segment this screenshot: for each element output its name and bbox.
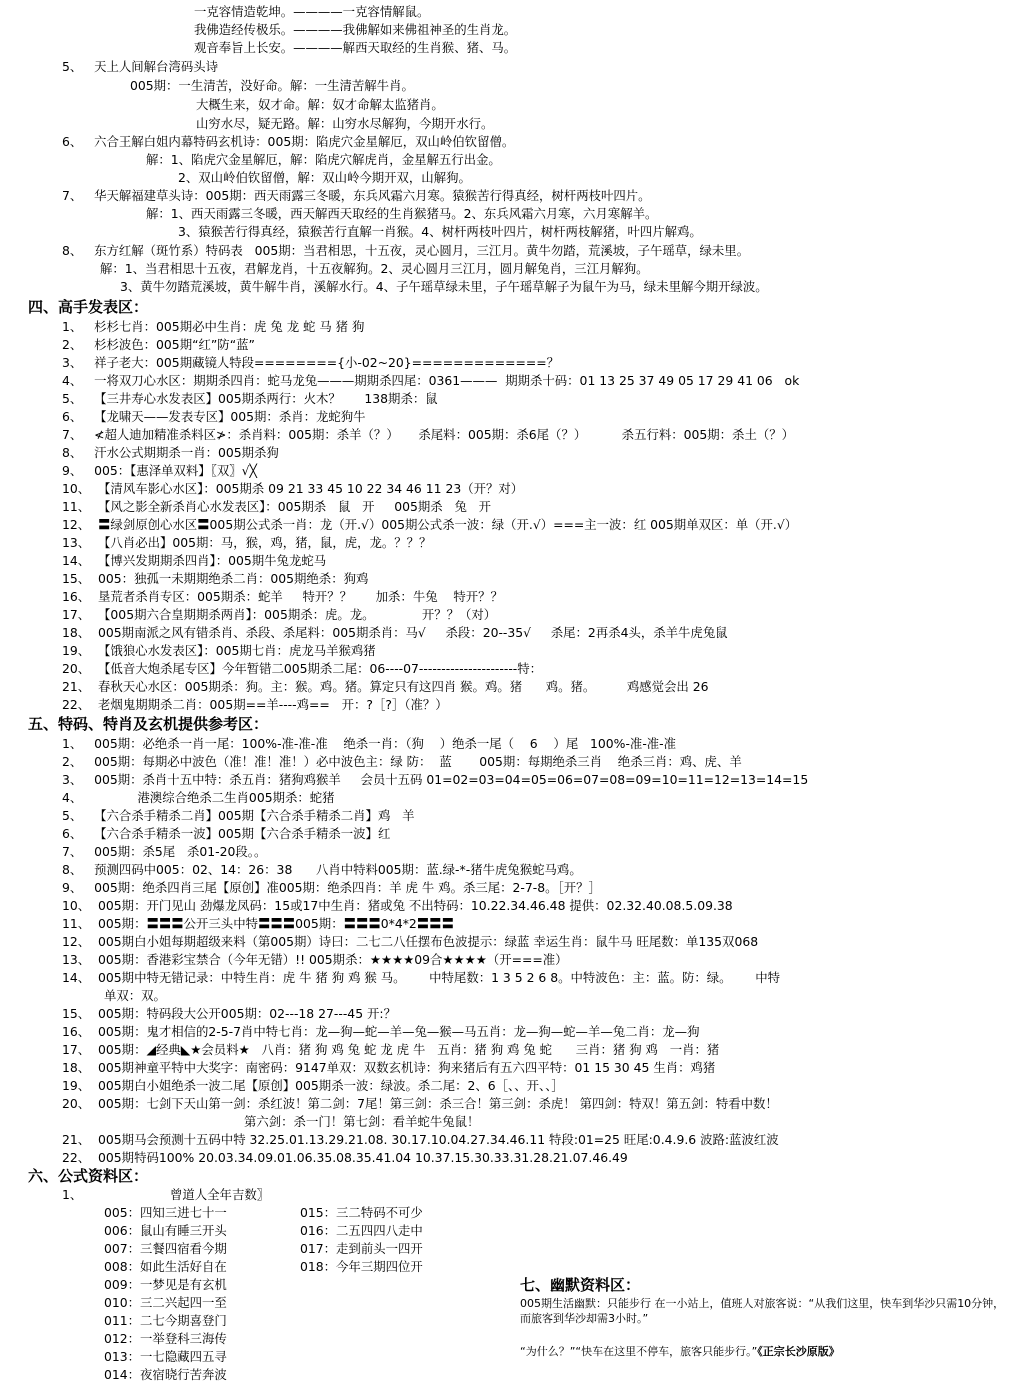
section-7-title: 七、幽默资料区： [520,1276,641,1294]
s7-line-1: 005期生活幽默：只能步行 在一小站上，值班人对旅客说：“从我们这里，快车到华沙只需10分钟，而旅客到华沙却需3小时。” [520,1297,1005,1325]
s6-item-1: 005：四知三进七十一 [104,1205,227,1220]
s5-line-11: 11、 005期：〓〓〓公开三头中特〓〓〓005期：〓〓〓0*4*2〓〓〓 [62,916,454,931]
s6-item-7: 011：二七今期喜登门 [104,1313,227,1328]
s5-line-5: 5、 【六合杀手精杀二肖】005期【六合杀手精杀二肖】鸡 羊 [62,808,415,823]
s5-line-10: 10、 005期：开门见山 劲爆龙凤码：15或17中生肖：猪或兔 不出特码：10.22.34.46.48 提供：02.32.40.08.5.09.38 [62,898,733,913]
top-line-11: 7、 华天解福建草头诗：005期：西天雨露三冬暖，东兵风霜六月寒。猿猴苦行得真经，树杆两枝叶四片。 [62,188,651,203]
s6-poem-title: 曾道人全年吉数〗 [170,1187,270,1202]
s6-item-4: 008：如此生活好自在 [104,1259,227,1274]
s6-item-11: 015：三二特码不可少 [300,1205,423,1220]
s6-item-9: 013：一七隐藏四五寻 [104,1349,227,1364]
s5-line-15: 15、 005期：特码段大公开005期：02---18 27---45 开:？ [62,1006,396,1021]
s6-item-10: 014：夜宿晓行苦奔波 [104,1367,227,1382]
section-4-title: 四、高手发表区： [28,298,149,316]
s5-line-8: 8、 预测四码中005：02、14：26：38 八肖中特料005期：蓝.绿-*-猪牛虎兔猴蛇马鸡。 [62,862,582,877]
s5-line-16: 16、 005期：鬼才相信的2-5-7肖中特七肖：龙—狗—蛇—羊—兔—猴—马五肖：龙—狗—蛇—羊—兔二肖：龙—狗 [62,1024,700,1039]
s5-line-19: 19、 005期白小姐绝杀一波二尾【原创】005期杀一波：绿波。杀二尾：2、6［、、开、、］ [62,1078,564,1093]
s5-line-3: 3、 005期：杀肖十五中特：杀五肖：猪狗鸡猴羊 会员十五码 01=02=03=04=05=06=07=08=09=10=11=12=13=14=15 [62,772,809,787]
s6-index: 1、 [62,1187,83,1202]
s5-line-22: 22、 005期特码100% 20.03.34.09.01.06.35.08.35.41.04 10.37.15.30.33.31.28.21.07.46.49 [62,1150,628,1165]
s6-item-6: 010：三二兴起四一至 [104,1295,227,1310]
s6-item-5: 009：一梦见是有玄机 [104,1277,227,1292]
s5-line-2: 2、 005期：每期必中波色（准！准！准！）必中波色主：绿 防： 蓝 005期：每期绝杀三肖 绝杀三肖：鸡、虎、羊 [62,754,742,769]
top-line-8: 6、 六合王解白姐内幕特码玄机诗：005期：陷虎穴金星解厄，双山岭伯钦留僧。 [62,134,515,149]
s5-line-20b: 第六剑：杀一门！第七剑：看羊蛇牛兔鼠！ [244,1114,480,1129]
s4-line-3: 3、 祥子老大：005期藏镜人特段========{小-02~20}=============？ [62,355,559,370]
top-line-12: 解：1、西天雨露三冬暖，西天解西天取经的生肖猴猪马。2、东兵风霜六月寒，六月寒解羊。 [146,206,658,221]
s4-line-4: 4、 一将双刀心水区：期期杀四肖：蛇马龙兔———期期杀四尾：0361——— 期期杀十码：01 13 25 37 49 05 17 29 41 06 ok [62,373,800,388]
top-line-4: 5、 天上人间解台湾码头诗 [62,59,218,74]
s5-line-20: 20、 005期：七剑下天山第一剑：杀红波！第二剑：7尾！第三剑：杀三合！第三剑：杀虎！ 第四剑：特双！第五剑：特看中数！ [62,1096,778,1111]
s6-item-14: 018：今年三期四位开 [300,1259,423,1274]
top-line-5: 005期：一生清苦，没好命。解：一生清苦解牛肖。 [130,78,414,93]
s4-line-8: 8、 汗水公式期期杀一肖：005期杀狗 [62,445,279,460]
s5-line-21: 21、 005期马会预测十五码中特 32.25.01.13.29.21.08. 30.17.10.04.27.34.46.11 特段:01=25 旺尾:0.4.9.6 波路:蓝波红波 [62,1132,779,1147]
s4-line-19: 19、 【饿狼心水发表区】：005期七肖：虎龙马羊猴鸡猪 [62,643,376,658]
s5-line-13: 13、 005期：香港彩宝禁合（今年无错）!! 005期杀：★★★★09合★★★★（开===准） [62,952,568,967]
s6-item-12: 016：二五四四八走中 [300,1223,423,1238]
s4-line-7: 7、 ≮超人迪加精准杀料区≯：杀肖料：005期：杀羊（？） 杀尾料：005期：杀6尾（？） 杀五行料：005期：杀土（？） [62,427,795,442]
s4-line-22: 22、 老烟鬼期期杀二肖：005期==羊----鸡== 开：?［?］（准？） [62,697,448,712]
s4-line-5: 5、 【三井寿心水发表区】005期杀两行：火木？ 138期杀：鼠 [62,391,438,406]
s5-line-12: 12、 005期白小姐每期超级来料（第005期）诗曰：二七二八任摆布色波提示：绿蓝 幸运生肖：鼠牛马 旺尾数：单135双068 [62,934,759,949]
s4-line-10: 10、 【清风车影心水区】：005期杀 09 21 33 45 10 22 34 46 11 23（开？对） [62,481,524,496]
s5-line-14: 14、 005期中特无错记录：中特生肖：虎 牛 猪 狗 鸡 猴 马。 中特尾数：1 3 5 2 6 8。中特波色：主：蓝。防：绿。 中特 [62,970,780,985]
s4-line-16: 16、 垦荒者杀肖专区：005期杀：蛇羊 特开？？ 加杀：牛兔 特开？？ [62,589,503,604]
s4-line-21: 21、 春秋天心水区：005期杀：狗。主：猴。鸡。猪。算定只有这四肖 猴。鸡。猪 鸡。猪。 鸡感觉会出 26 [62,679,709,694]
s4-line-17: 17、 【005期六合皇期期杀两肖】：005期杀：虎。龙。 开？？（对） [62,607,497,622]
top-line-2: 我佛造经传极乐。————我佛解如来佛祖神圣的生肖龙。 [194,22,517,37]
top-line-15: 解：1、当君相思十五夜，君解龙肖，十五夜解狗。2、灵心圆月三江月，圆月解兔肖，三江月解狗。 [100,261,649,276]
section-5-title: 五、特码、特肖及玄机提供参考区： [28,715,269,733]
s6-item-8: 012：一举登科三海传 [104,1331,227,1346]
top-line-9: 解：1、陷虎穴金星解厄，解：陷虎穴解虎肖，金星解五行出金。 [146,152,501,167]
top-line-1: 一克容情造乾坤。————一克容情解鼠。 [194,4,430,19]
s5-line-17: 17、 005期：◢经典◣★会员料★ 八肖：猪 狗 鸡 兔 蛇 龙 虎 牛 五肖：猪 狗 鸡 兔 蛇 三肖：猪 狗 鸡 一肖：猪 [62,1042,720,1057]
s4-line-20: 20、 【低音大炮杀尾专区】今年暂错二005期杀二尾：06----07----------------------特： [62,661,543,676]
s5-line-7: 7、 005期：杀5尾 杀01-20段。。 [62,844,267,859]
top-line-13: 3、猿猴苦行得真经，猿猴苦行直解一肖猴。4、树杆两枝叶四片，树杆两枝解猪，叶四片解鸡。 [178,224,702,239]
top-line-3: 观音奉旨上长安。————解西天取经的生肖猴、猪、马。 [194,40,517,55]
s4-line-9: 9、 005：【惠泽单双料】〖双〗√╳ [62,463,257,478]
s5-line-6: 6、 【六合杀手精杀一波】005期【六合杀手精杀一波】红 [62,826,391,841]
s4-line-18: 18、 005期南派之风有错杀肖、杀段、杀尾料：005期杀肖：马√ 杀段：20--35√ 杀尾：2再杀4头，杀羊牛虎兔鼠 [62,625,728,640]
s6-item-3: 007：三餐四宿看今期 [104,1241,227,1256]
s4-line-11: 11、 【风之影全新杀肖心水发表区】：005期杀 鼠 开 005期杀 兔 开 [62,499,492,514]
s4-line-13: 13、 【八肖必出】005期：马，猴，鸡，猪，鼠，虎，龙。？？？ [62,535,432,550]
s5-line-14b: 单双：双。 [104,988,166,1003]
s4-line-12: 12、 〓绿剑原创心水区〓005期公式杀一肖：龙（开.√）005期公式杀一波：绿（开.√）===主一波：红 005期单双区：单（开.√） [62,517,798,532]
top-line-7: 山穷水尽，疑无路。解：山穷水尽解狗，今期开水行。 [196,116,494,131]
s6-item-2: 006：鼠山有睡三开头 [104,1223,227,1238]
top-line-10: 2、双山岭伯钦留僧，解：双山岭今期开双，山解狗。 [178,170,471,185]
s5-line-9: 9、 005期：绝杀四肖三尾【原创】准005期：绝杀四肖：羊 虎 牛 鸡。杀三尾：2-7-8。［开？］ [62,880,601,895]
s5-line-4: 4、 港澳综合绝杀二生肖005期杀：蛇猪 [62,790,335,805]
s6-item-13: 017：走到前头一四开 [300,1241,423,1256]
top-line-16: 3、黄牛勿踏荒溪坡，黄牛解牛肖，溪解水行。4、子午瑶草绿未里，子午瑶草解子为鼠午为马，绿未里解今期开绿波。 [120,279,768,294]
s4-line-14: 14、 【博兴发期期杀四肖】：005期牛兔龙蛇马 [62,553,327,568]
s7-line-2-text: “为什么？”“快车在这里不停车，旅客只能步行。” [520,1345,758,1358]
s7-line-2 [520,1344,1010,1359]
s4-line-1: 1、 杉杉七肖：005期必中生肖：虎 兔 龙 蛇 马 猪 狗 [62,319,365,334]
s4-line-15: 15、 005：独孤一未期期绝杀二肖：005期绝杀：狗鸡 [62,571,369,586]
top-line-14: 8、 东方红解（斑竹系）特码表 005期：当君相思，十五夜，灵心圆月，三江月。黄牛勿踏，荒溪坡，子午瑶草，绿未里。 [62,243,750,258]
s7-line-2-brand: 《正宗长沙原版》 [757,1345,840,1358]
s4-line-6: 6、 【龙啸天——发表专区】005期：杀肖：龙蛇狗牛 [62,409,366,424]
s5-line-1: 1、 005期：必绝杀一肖一尾：100%-准-准-准 绝杀一肖：（狗 ）绝杀一尾（ 6 ）尾 100%-准-准-准 [62,736,677,751]
s5-line-18: 18、 005期神童平特中大奖字：南密码：9147单双：双数玄机诗：狗来猪后有五六四平特：01 15 30 45 生肖：鸡猪 [62,1060,716,1075]
s4-line-2: 2、 杉杉波色：005期“红”防“蓝” [62,337,255,352]
top-line-6: 大概生来，奴才命。解：奴才命解太监猪肖。 [196,97,444,112]
section-6-title: 六、公式资料区： [28,1167,149,1185]
